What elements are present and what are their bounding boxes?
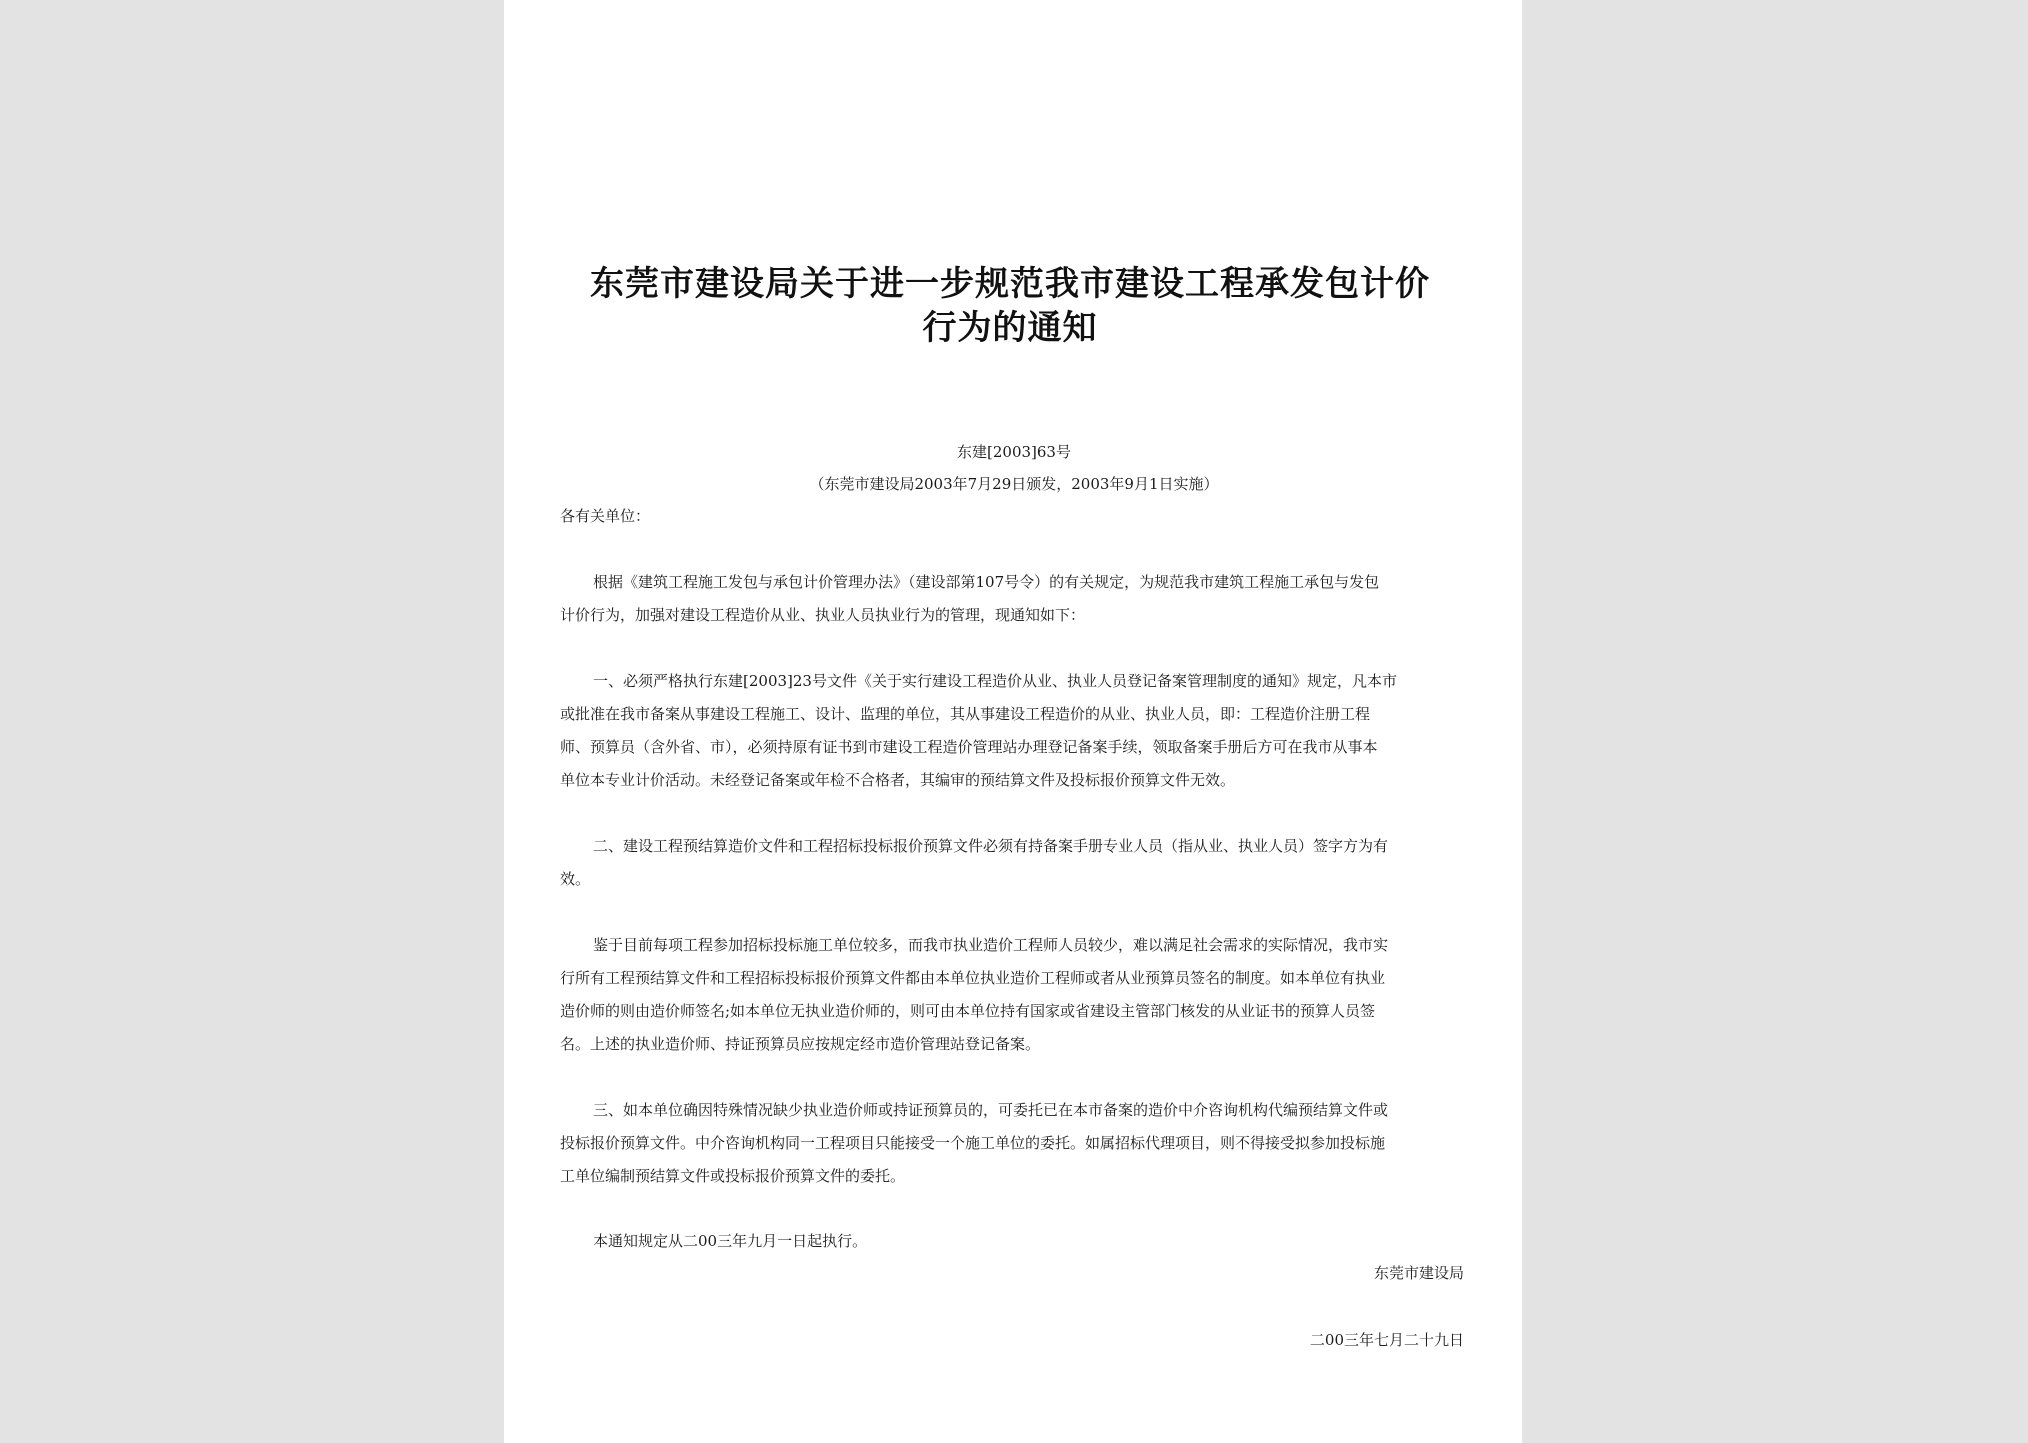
paragraph-line: 单位本专业计价活动。未经登记备案或年检不合格者，其编审的预结算文件及投标报价预算文件无效。	[560, 771, 1236, 789]
title-line-1: 东莞市建设局关于进一步规范我市建设工程承发包计价	[590, 264, 1430, 304]
paragraph-line: 或批准在我市备案从事建设工程施工、设计、监理的单位，其从事建设工程造价的从业、执业人员，即：工程造价注册工程	[560, 705, 1371, 723]
paragraph-note	[560, 935, 1468, 1067]
paragraph-effective-date	[560, 1231, 1468, 1264]
document-title	[560, 262, 1460, 350]
signature-date: 二00三年七月二十九日	[1309, 1331, 1464, 1349]
paragraph-line: 一、必须严格执行东建[2003]23号文件《关于实行建设工程造价从业、执业人员登记备案管理制度的通知》规定，凡本市	[593, 672, 1397, 690]
signer: 东莞市建设局	[1373, 1264, 1464, 1282]
paragraph-line: 投标报价预算文件。中介咨询机构同一工程项目只能接受一个施工单位的委托。如属招标代理项目，则不得接受拟参加投标施	[560, 1134, 1386, 1152]
document-number: 东建[2003]63号	[957, 443, 1071, 461]
paragraph-item-one	[560, 671, 1468, 803]
paragraph-line: 造价师的则由造价师签名;如本单位无执业造价师的，则可由本单位持有国家或省建设主管部门核发的从业证书的预算人员签	[560, 1002, 1376, 1020]
paragraph-line: 名。上述的执业造价师、持证预算员应按规定经市造价管理站登记备案。	[560, 1035, 1041, 1053]
paragraph-line: 根据《建筑工程施工发包与承包计价管理办法》（建设部第107号令）的有关规定，为规范我市建筑工程施工承包与发包	[593, 573, 1380, 591]
issue-note: （东莞市建设局2003年7月29日颁发，2003年9月1日实施）	[809, 475, 1219, 493]
paragraph-item-three	[560, 1100, 1468, 1199]
paragraph-line: 师、预算员（含外省、市），必须持原有证书到市建设工程造价管理站办理登记备案手续，领取备案手册后方可在我市从事本	[560, 738, 1378, 756]
salutation: 各有关单位：	[560, 507, 651, 525]
paragraph-line: 本通知规定从二00三年九月一日起执行。	[593, 1232, 868, 1250]
paragraph-line: 鉴于目前每项工程参加招标投标施工单位较多，而我市执业造价工程师人员较少，难以满足社会需求的实际情况，我市实	[593, 936, 1389, 954]
paragraph-line: 效。	[560, 870, 591, 888]
paragraph-line: 计价行为，加强对建设工程造价从业、执业人员执业行为的管理，现通知如下：	[560, 606, 1086, 624]
paragraph-line: 工单位编制预结算文件或投标报价预算文件的委托。	[560, 1167, 906, 1185]
paragraph-line: 二、建设工程预结算造价文件和工程招标投标报价预算文件必须有持备案手册专业人员（指从业、执业人员）签字方为有	[593, 837, 1389, 855]
paragraph-line: 行所有工程预结算文件和工程招标投标报价预算文件都由本单位执业造价工程师或者从业预算员签名的制度。如本单位有执业	[560, 969, 1386, 987]
paragraph-preamble	[560, 572, 1468, 638]
title-line-2: 行为的通知	[922, 308, 1098, 348]
paragraph-line: 三、如本单位确因特殊情况缺少执业造价师或持证预算员的，可委托已在本市备案的造价中介咨询机构代编预结算文件或	[593, 1101, 1389, 1119]
paragraph-item-two	[560, 836, 1468, 902]
